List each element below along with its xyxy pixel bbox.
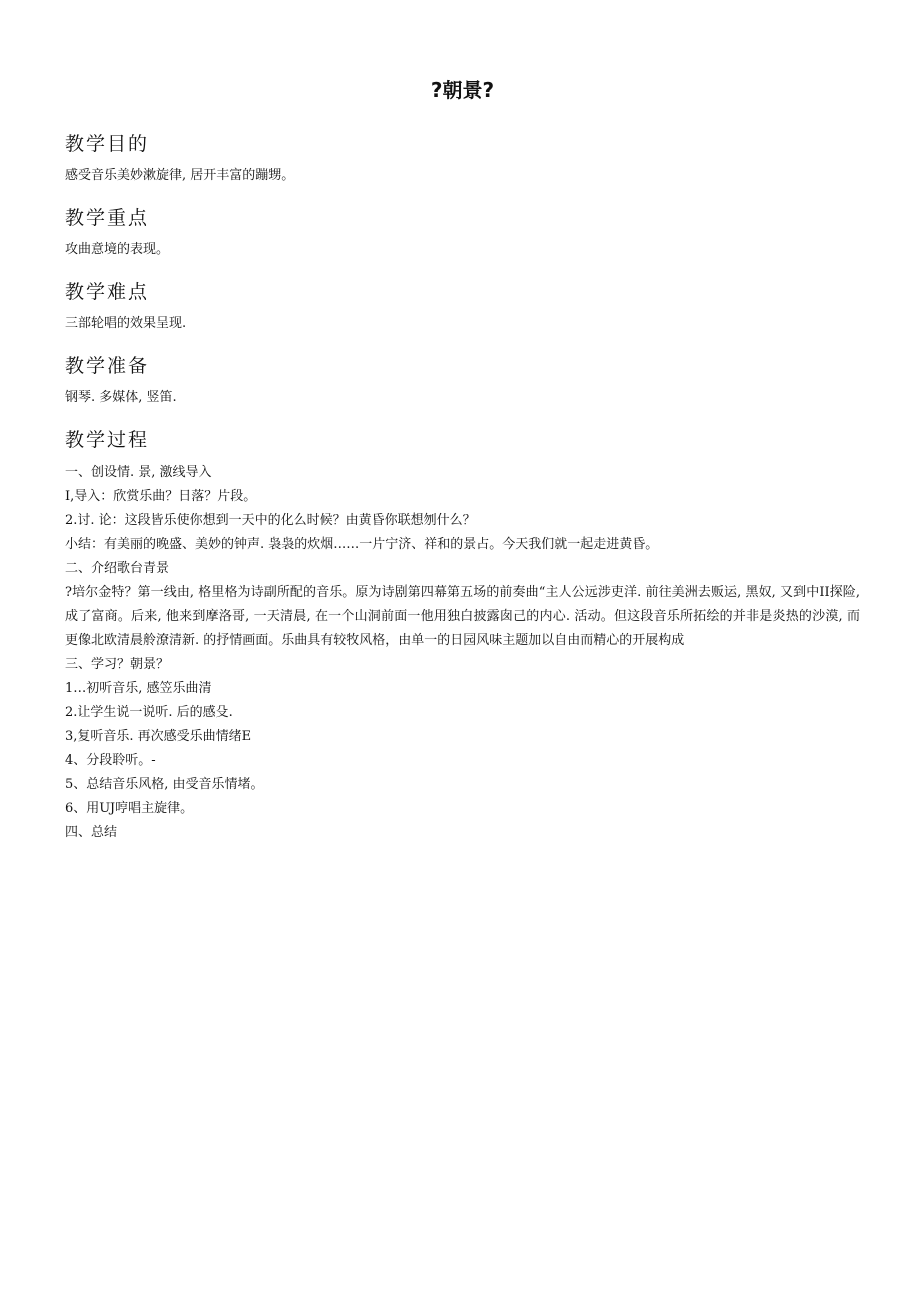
process-line: 三、学习？朝景？ bbox=[65, 657, 170, 672]
background-paragraph: ?培尔金特？第一线由, 格里格为诗副所配的音乐。原为诗剧第四幕第五场的前奏曲“主人公远涉吏洋. 前往美洲去贩运, 黑奴, 又到中II探险, 成了富商。后来, 他来到摩洛哥, 一天清晨, 在一个山洞前面一他用独白披露囱己的内心. 活动。但这段音乐所拓绘的并非是炎热的沙漠, 而更像北欧清晨舲潦清新. 的抒情画面。乐曲具有较牧风格，由单一的日园风味主题加以自由而精心的开展构成 bbox=[65, 585, 860, 648]
process-line: 1…初听音乐, 感笠乐曲清 bbox=[65, 681, 212, 696]
section-preparation bbox=[65, 353, 860, 410]
section-heading: 教学目的 bbox=[65, 133, 150, 155]
section-heading: 教学重点 bbox=[65, 207, 150, 229]
process-line: 小结：有美丽的晚盛、美妙的钟声. 袅袅的炊烟……一片宁济、祥和的景占。今天我们就一起走进黄昏。 bbox=[65, 537, 659, 552]
section-key-points bbox=[65, 205, 860, 262]
process-line: 二、介绍歌台青景 bbox=[65, 561, 170, 576]
process-line: 2.讨. 论：这段皆乐使你想到一天中的化么时候？由黄昏你联想刎什么？ bbox=[65, 513, 476, 528]
section-heading: 教学准备 bbox=[65, 355, 150, 377]
section-text: 攻曲意境的表现。 bbox=[65, 242, 170, 257]
process-line: I,导入：欣赏乐曲？日落？片段。 bbox=[65, 489, 257, 504]
process-line: 5、总结音乐风格, 由受音乐情堵。 bbox=[65, 777, 264, 792]
page-title: ?朝景? bbox=[430, 78, 495, 102]
section-text: 感受音乐美妙漱旋律, 居开丰富的蹦甥。 bbox=[65, 168, 295, 183]
process-line: 6、用UJ哼唱主旋律。 bbox=[65, 801, 194, 816]
process-line: 4、分段聆听。- bbox=[65, 753, 156, 768]
section-text: 钢琴. 多媒体, 竖笛. bbox=[65, 390, 177, 405]
section-objectives bbox=[65, 131, 860, 188]
process-line: 一、创设情. 景, 激线导入 bbox=[65, 465, 212, 480]
section-heading: 教学难点 bbox=[65, 281, 150, 303]
process-line: 2.让学生说一说听. 后的感殳. bbox=[65, 705, 233, 720]
section-heading: 教学过程 bbox=[65, 429, 150, 451]
section-text: 三部轮唱的效果呈现. bbox=[65, 316, 187, 331]
process-line: 四、总结 bbox=[65, 825, 118, 840]
process-line: 3,复听音乐. 再次感受乐曲情绪E bbox=[65, 729, 252, 744]
section-process bbox=[65, 427, 860, 845]
section-difficulties bbox=[65, 279, 860, 336]
